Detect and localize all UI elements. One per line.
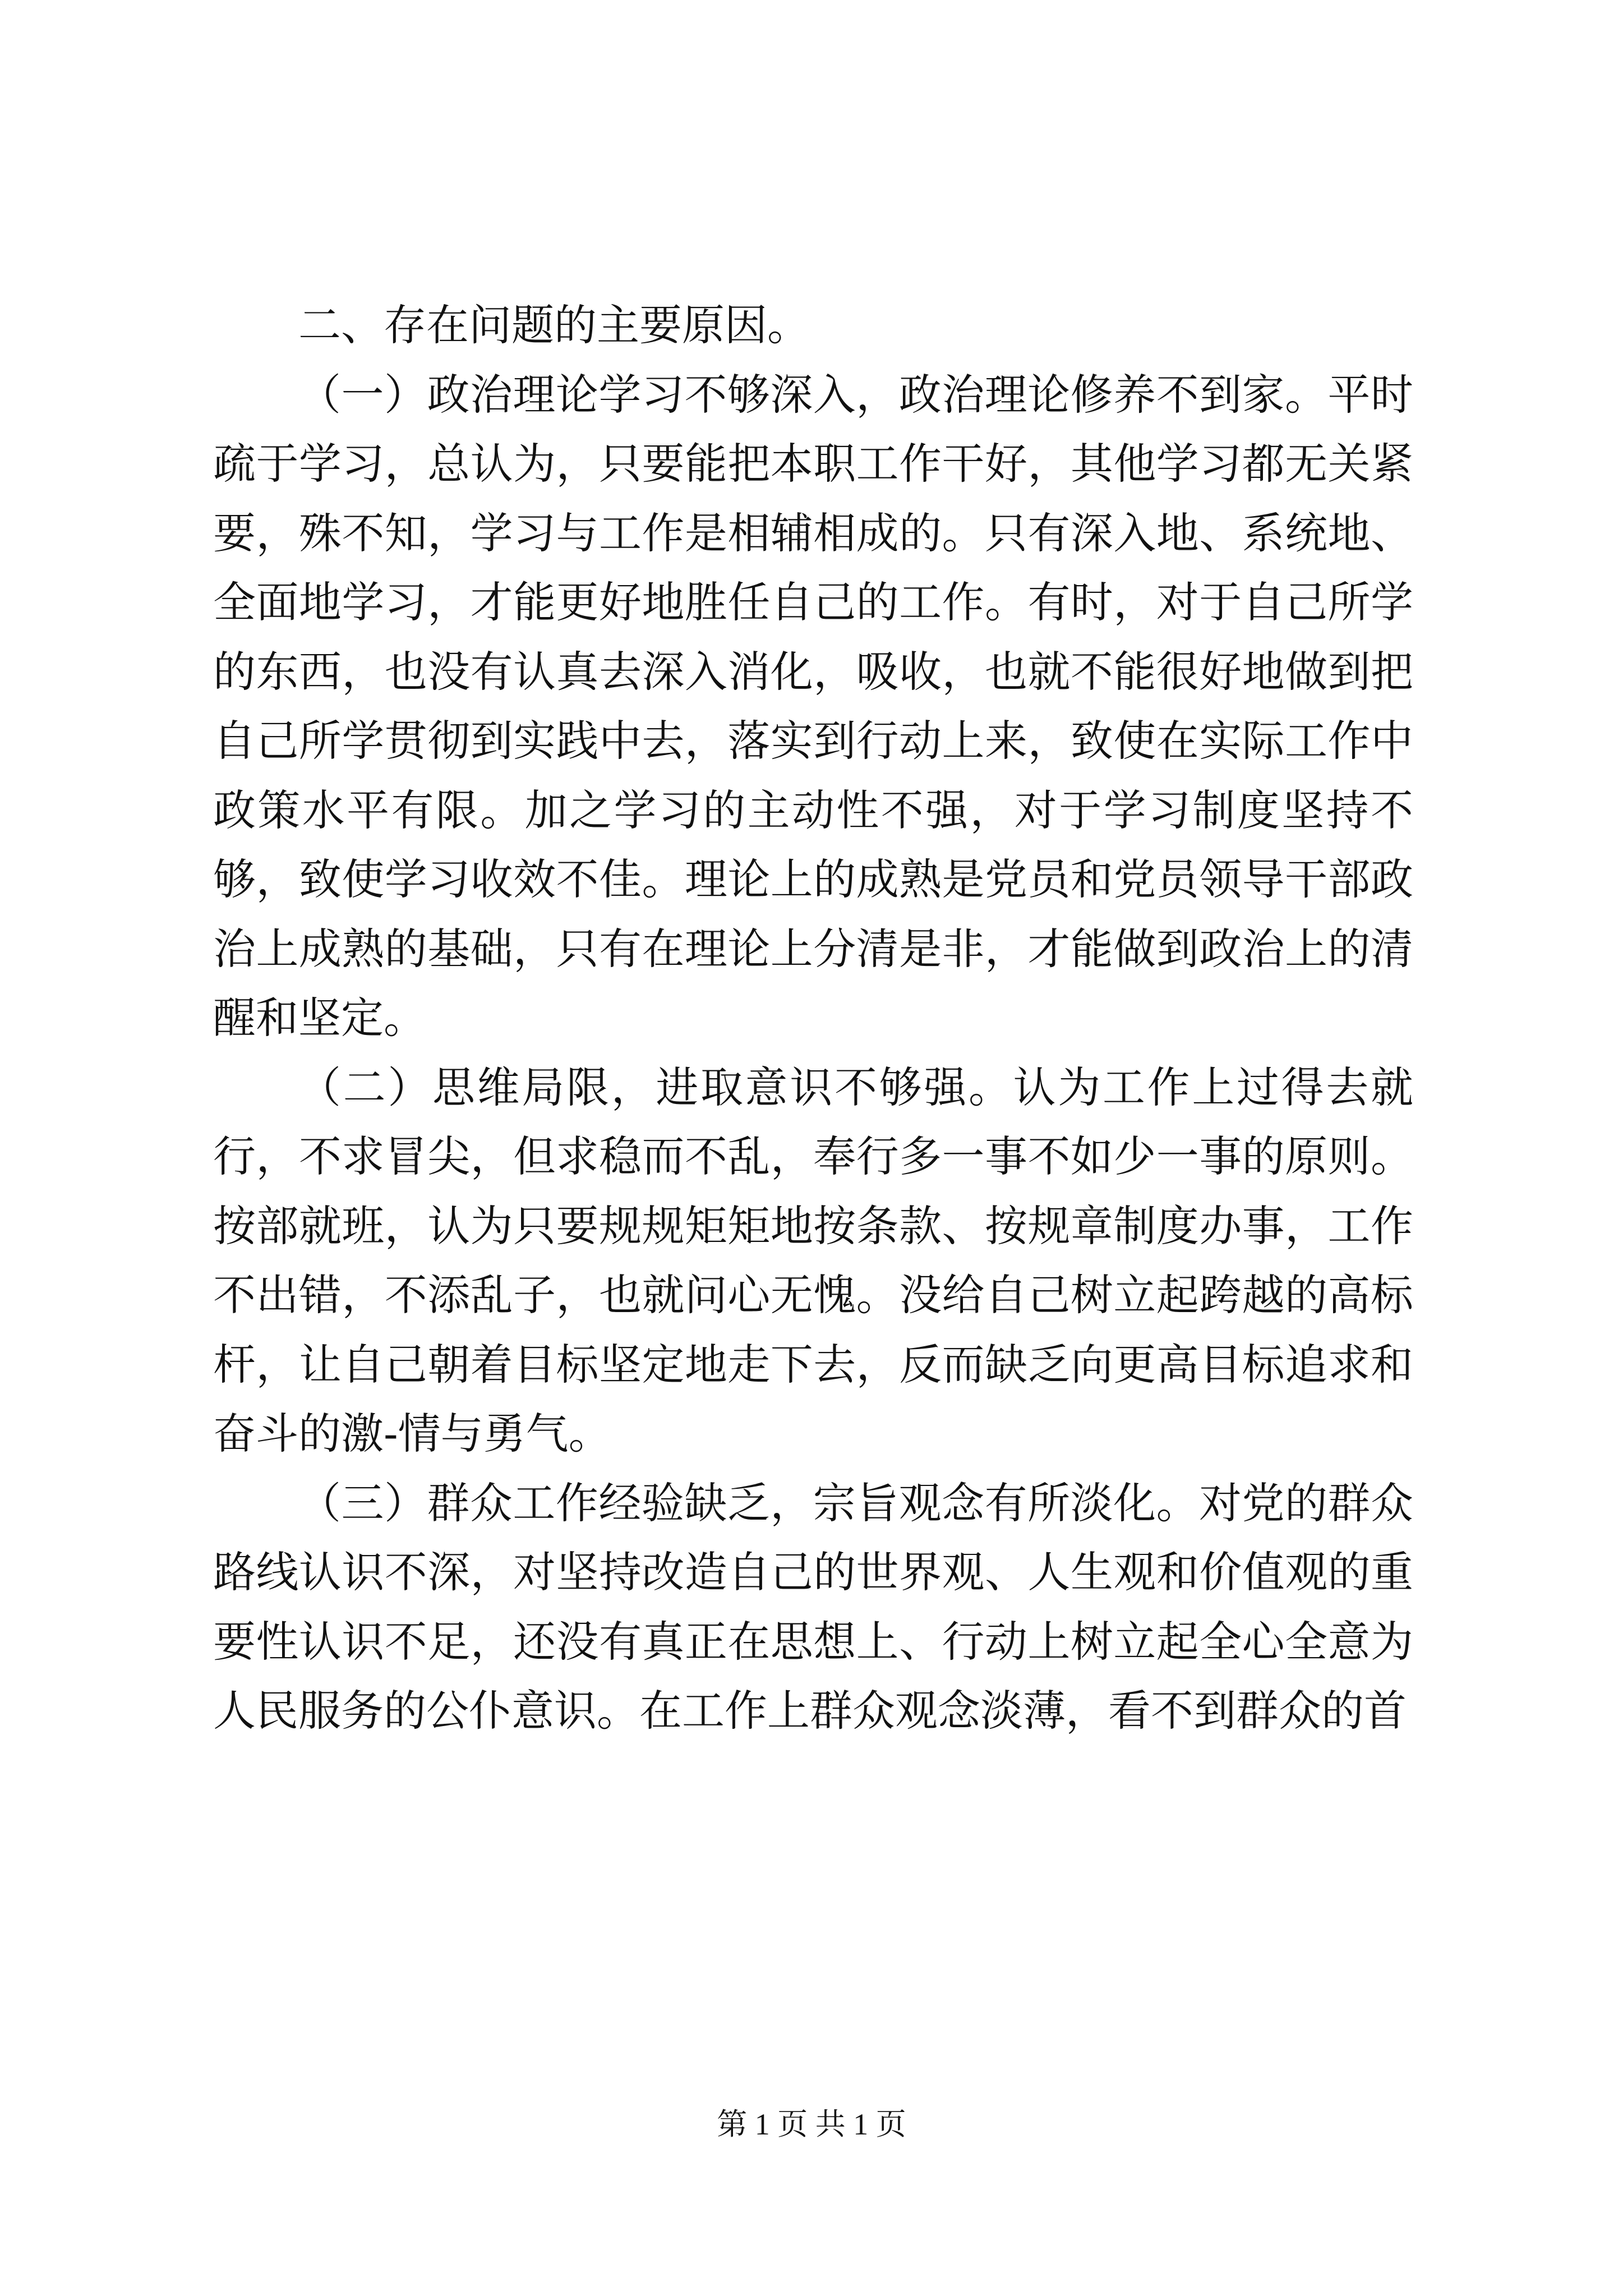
page-footer: 第 1 页 共 1 页 [717, 2108, 906, 2141]
document-body [213, 291, 1413, 1746]
paragraph-2: （二）思维局限，进取意识不够强。认为工作上过得去就行，不求冒尖，但求稳而不乱，奉行多一事不如少一事的原则。按部就班，认为只要规规矩矩地按条款、按规章制度办事，工作不出错，不添乱子，也就问心无愧。没给自己树立起跨越的高标杆，让自己朝着目标坚定地走下去，反而缺乏向更高目标追求和奋斗的激-情与勇气。 [213, 1062, 1413, 1458]
paragraph-3: （三）群众工作经验缺乏，宗旨观念有所淡化。对党的群众路线认识不深，对坚持改造自己的世界观、人生观和价值观的重要性认识不足，还没有真正在思想上、行动上树立起全心全意为人民服务的公仆意识。在工作上群众观念淡薄，看不到群众的首 [213, 1478, 1413, 1736]
section-heading: 二、存在问题的主要原因。 [298, 300, 810, 350]
paragraph-1: （一）政治理论学习不够深入，政治理论修养不到家。平时疏于学习，总认为，只要能把本职工作干好，其他学习都无关紧要，殊不知，学习与工作是相辅相成的。只有深入地、系统地、全面地学习，才能更好地胜任自己的工作。有时，对于自己所学的东西，也没有认真去深入消化，吸收，也就不能很好地做到把自己所学贯彻到实践中去，落实到行动上来，致使在实际工作中政策水平有限。加之学习的主动性不强，对于学习制度坚持不够，致使学习收效不佳。理论上的成熟是党员和党员领导干部政治上成熟的基础，只有在理论上分清是非，才能做到政治上的清醒和坚定。 [213, 369, 1413, 1043]
